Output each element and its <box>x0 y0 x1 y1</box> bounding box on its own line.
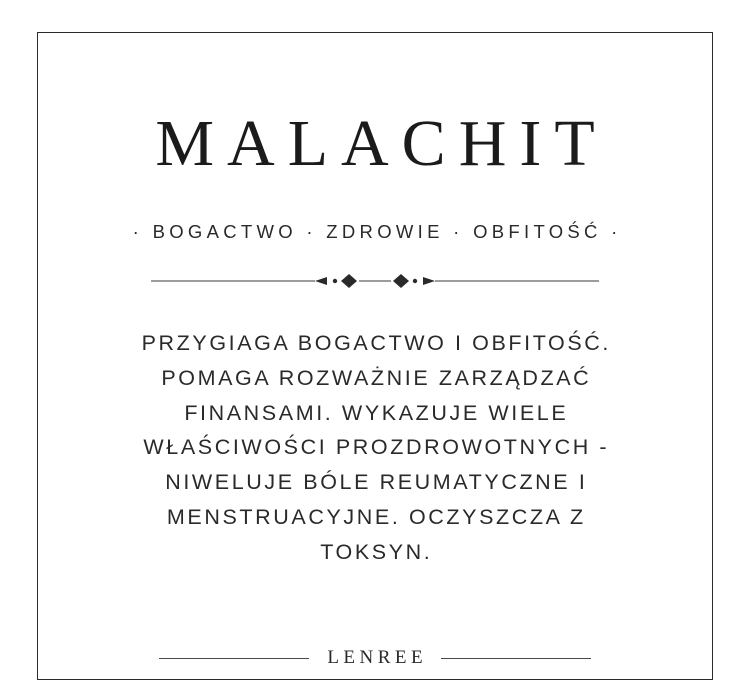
brand-name: LENREE <box>327 647 428 668</box>
footer-rule-right <box>441 658 591 659</box>
footer-rule-left <box>159 658 309 659</box>
ornamental-divider-icon <box>145 270 605 292</box>
description-line: TOKSYN. <box>320 539 433 564</box>
card-border-frame <box>37 32 713 680</box>
page-title: MALACHIT <box>155 107 608 180</box>
description-text <box>139 326 611 570</box>
description-line: FINANSAMI. WYKAZUJE WIELE <box>184 400 569 425</box>
description-line: NIWELUJE BÓLE REUMATYCZNE I <box>165 470 588 495</box>
description-line: PRZYGIAGA BOGACTWO I OBFITOŚĆ. <box>141 331 612 355</box>
keywords-subtitle: · BOGACTWO · ZDROWIE · OBFITOŚĆ · <box>132 221 622 242</box>
description-line: POMAGA ROZWAŻNIE ZARZĄDZAĆ <box>161 365 592 390</box>
description-line: WŁAŚCIWOŚCI PROZDROWOTNYCH - <box>143 435 610 460</box>
card-content <box>38 33 712 679</box>
brand-footer <box>38 647 712 669</box>
ornamental-divider <box>145 270 605 292</box>
description-line: MENSTRUACYJNE. OCZYSZCZA Z <box>166 505 586 530</box>
